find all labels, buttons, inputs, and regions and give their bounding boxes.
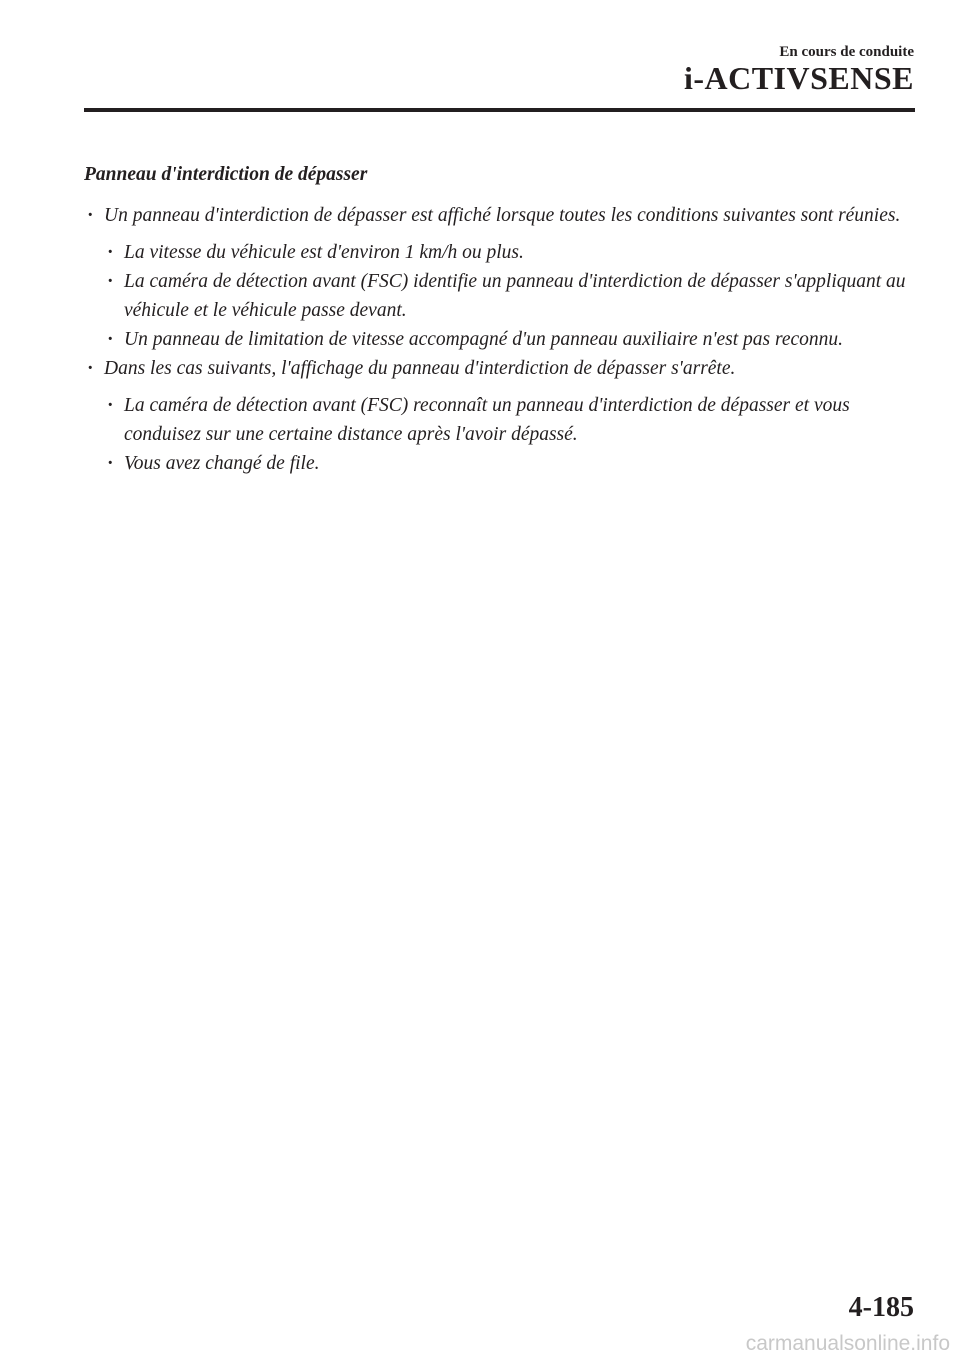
sub-list-item	[104, 391, 920, 449]
sub-list	[84, 238, 920, 354]
list-item-text: Dans les cas suivants, l'affichage du panneau d'interdiction de dépasser s'arrête.	[104, 358, 736, 379]
sub-list	[84, 391, 920, 478]
bullet-dot-icon: ·	[87, 358, 94, 379]
list-item-text: Un panneau d'interdiction de dépasser est affiché lorsque toutes les conditions suivantes sont réunies.	[104, 205, 901, 226]
header-rule	[84, 108, 915, 112]
main-content	[84, 160, 920, 478]
sub-list-item-text: La caméra de détection avant (FSC) reconnaît un panneau d'interdiction de dépasser et vous conduisez sur une certaine distance après l'avoir dépassé.	[124, 395, 850, 445]
list-item	[84, 201, 920, 230]
bullet-dot-icon: ·	[87, 205, 94, 226]
bullet-dot-icon: ·	[107, 271, 114, 292]
bullet-dot-icon: ·	[107, 242, 114, 263]
bullet-dot-icon: ·	[107, 453, 114, 474]
list-item	[84, 354, 920, 383]
section-heading: Panneau d'interdiction de dépasser	[84, 164, 368, 185]
bullet-dot-icon: ·	[107, 395, 114, 416]
sub-list-item-text: La caméra de détection avant (FSC) identifie un panneau d'interdiction de dépasser s'appliquant au véhicule et le véhicule passe devant.	[124, 271, 906, 321]
sub-list-item	[104, 238, 920, 267]
sub-list-item-text: La vitesse du véhicule est d'environ 1 km/h ou plus.	[124, 242, 524, 263]
sub-list-item	[104, 325, 920, 354]
sub-list-item	[104, 267, 920, 325]
bullet-dot-icon: ·	[107, 329, 114, 350]
sub-list-item-text: Un panneau de limitation de vitesse accompagné d'un panneau auxiliaire n'est pas reconnu.	[124, 329, 844, 350]
header-title: i-ACTIVSENSE	[683, 60, 914, 96]
sub-list-item-text: Vous avez changé de file.	[124, 453, 320, 474]
sub-list-item	[104, 449, 920, 478]
watermark-link[interactable]: carmanualsonline.info	[745, 1332, 950, 1355]
page-number: 4-185	[848, 1292, 914, 1323]
header-section-label: En cours de conduite	[779, 44, 914, 60]
